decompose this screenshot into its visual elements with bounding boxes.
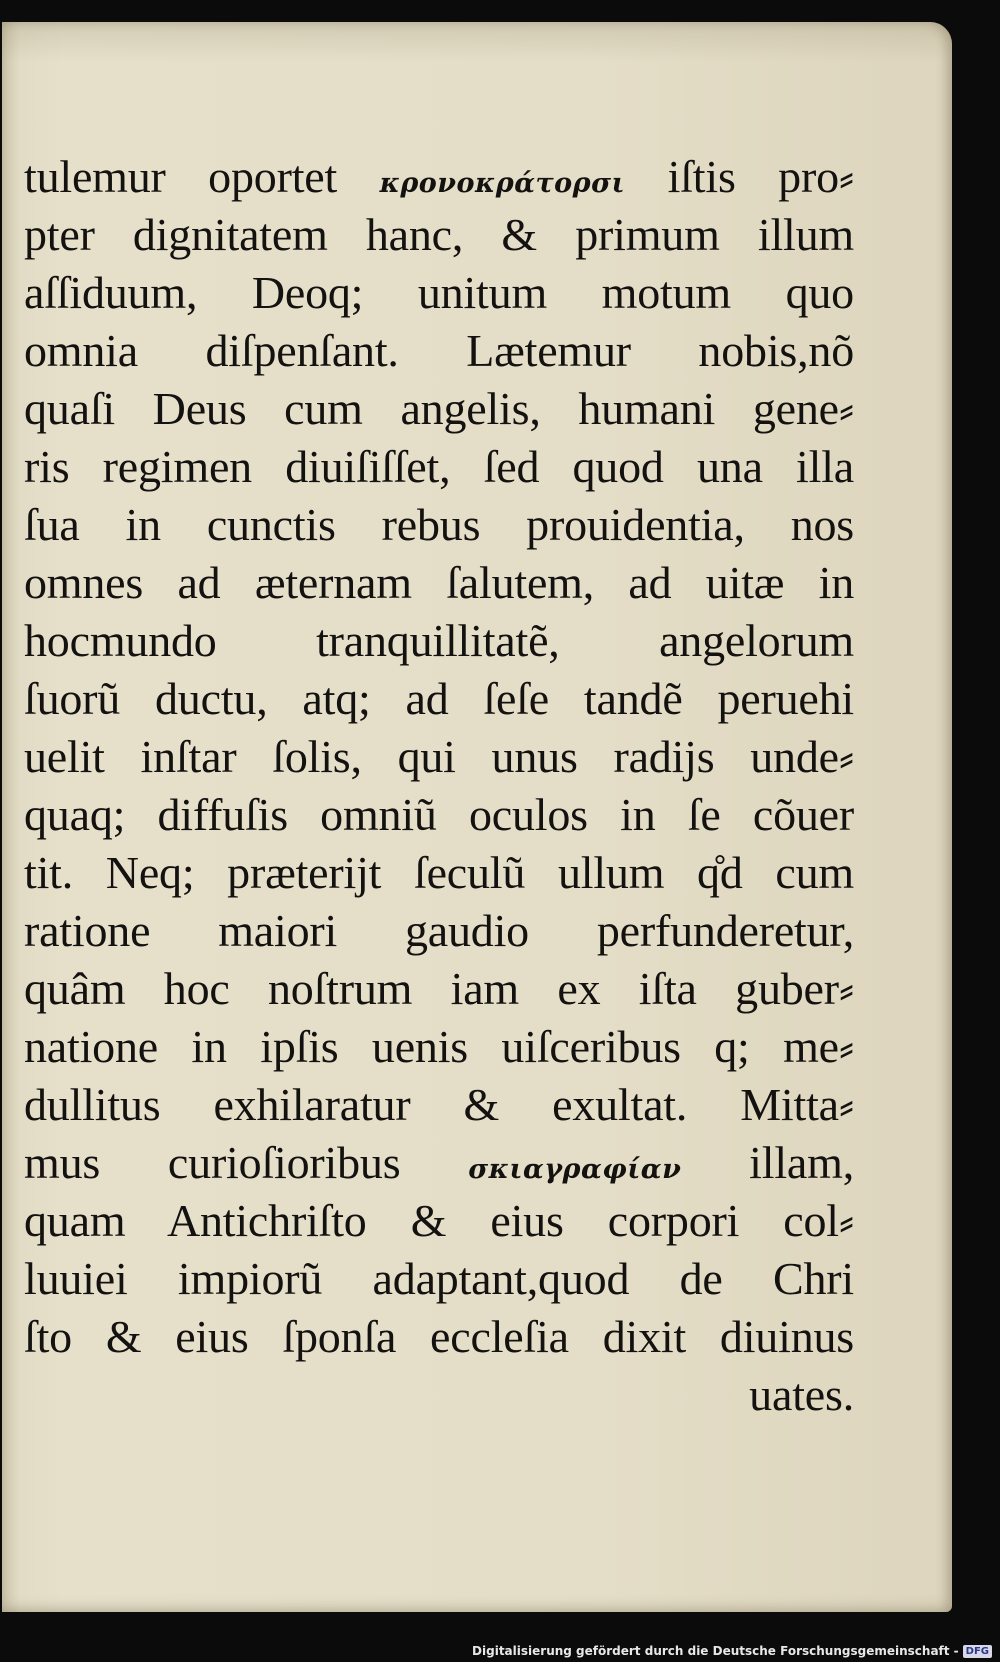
- text-segment: tulemur oportet: [24, 151, 380, 202]
- text-segment: iſtis pro⸗: [625, 151, 854, 202]
- page-shadow: [2, 22, 952, 62]
- text-line-3: aſſiduum, Deoq; unitum motum quo: [24, 267, 854, 318]
- text-line-9: hocmundo tranquillitatẽ, angelorum: [24, 615, 854, 666]
- text-line-15: quâm hoc noſtrum iam ex iſta guber⸗: [24, 963, 854, 1014]
- greek-word: κρονοκράτορσι: [379, 168, 626, 199]
- text-segment: illam,: [681, 1137, 854, 1188]
- page-text: [24, 148, 854, 1424]
- text-line-7: ſua in cunctis rebus prouidentia, nos: [24, 499, 854, 550]
- text-line-20: luuiei impiorũ adaptant,quod de Chri: [24, 1253, 854, 1304]
- text-line-16: natione in ipſis uenis uiſceribus q; me⸗: [24, 1021, 854, 1072]
- text-line-8: omnes ad æternam ſalutem, ad uitæ in: [24, 557, 854, 608]
- text-line-13: tit. Neq; præterijt ſeculũ ullum q̊d cum: [24, 847, 854, 898]
- text-line-1: [24, 148, 854, 206]
- credit-text: Digitalisierung gefördert durch die Deutsche Forschungsgemeinschaft -: [472, 1644, 959, 1658]
- greek-word: σκιαγραφίαν: [468, 1154, 682, 1185]
- book-page: [2, 22, 952, 1612]
- dfg-logo: DFG: [963, 1645, 992, 1658]
- text-line-17: dullitus exhilaratur & exultat. Mitta⸗: [24, 1079, 854, 1130]
- text-segment: mus curioſioribus: [24, 1137, 469, 1188]
- text-line-11: uelit inſtar ſolis, qui unus radijs unde⸗: [24, 731, 854, 782]
- catchword: uates.: [749, 1369, 854, 1420]
- text-line-12: quaq; diffuſis omniũ oculos in ſe cõuer: [24, 789, 854, 840]
- text-line-6: ris regimen diuiſiſſet, ſed quod una illa: [24, 441, 854, 492]
- text-line-19: quam Antichriſto & eius corpori col⸗: [24, 1195, 854, 1246]
- digitization-credit: [472, 1644, 992, 1658]
- text-line-14: ratione maiori gaudio perfunderetur,: [24, 905, 854, 956]
- text-line-5: quaſi Deus cum angelis, humani gene⸗: [24, 383, 854, 434]
- text-line-4: omnia diſpenſant. Lætemur nobis,nõ: [24, 325, 854, 376]
- text-line-2: pter dignitatem hanc, & primum illum: [24, 209, 854, 260]
- text-line-10: ſuorũ ductu, atq; ad ſeſe tandẽ peruehi: [24, 673, 854, 724]
- text-line-21: ſto & eius ſponſa eccleſia dixit diuinus: [24, 1311, 854, 1362]
- text-line-18: [24, 1134, 854, 1192]
